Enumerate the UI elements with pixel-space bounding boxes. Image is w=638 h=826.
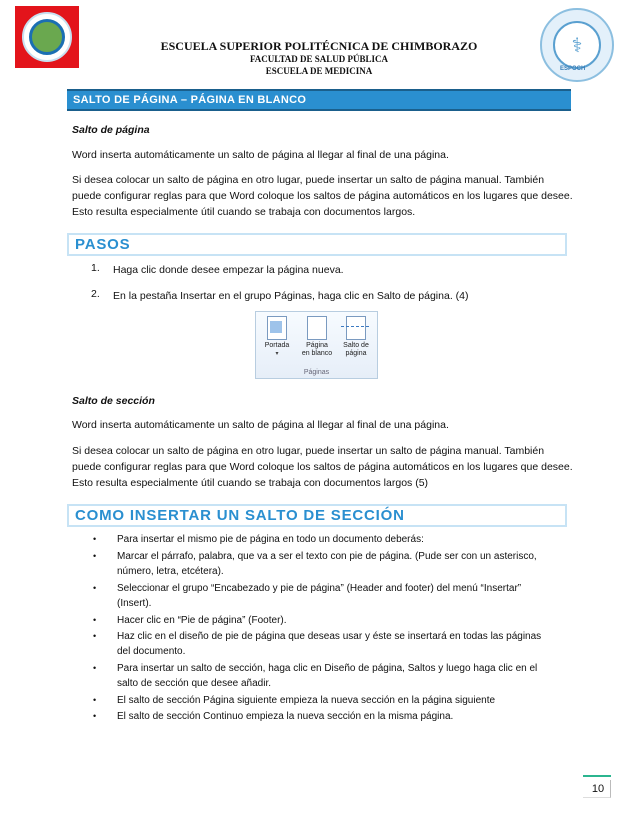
ribbon-group-label: Páginas — [303, 369, 330, 376]
paragraph-line: puede configurar reglas para que Word coloque los saltos de página automáticos en los lugares que desee. — [72, 190, 573, 202]
section-banner — [67, 89, 571, 111]
ribbon-pages-group-image — [255, 311, 378, 379]
paragraph-line: Esto resulta especialmente útil cuando se trabaja con documentos largos. — [72, 206, 416, 218]
paragraph: Word inserta automáticamente un salto de página al llegar al final de una página. — [72, 149, 449, 161]
paragraph-line: Esto resulta especialmente útil cuando se trabaja con documentos largos (5) — [72, 477, 429, 489]
bullet-icon: • — [93, 615, 97, 625]
list-item: Haz clic en el diseño de pie de página que deseas usar y éste se insertará en todas las páginas — [117, 631, 542, 642]
list-item: El salto de sección Página siguiente empieza la nueva sección en la página siguiente — [117, 695, 496, 706]
heading-pasos-text: PASOS — [75, 236, 131, 253]
subtitle-salto-pagina: Salto de página — [72, 124, 150, 136]
caduceus-icon: ⚕ — [553, 21, 601, 69]
blank-page-icon — [307, 316, 327, 340]
heading-como-insertar — [67, 504, 567, 527]
paragraph-line: Si desea colocar un salto de página en otro lugar, puede insertar un salto de página manual. También — [72, 445, 545, 457]
bullet-icon: • — [93, 631, 97, 641]
header-school-medicine: ESCUELA DE MEDICINA — [265, 66, 373, 76]
header-school: ESCUELA SUPERIOR POLITÉCNICA DE CHIMBORAZO — [160, 39, 478, 53]
banner-title: SALTO DE PÁGINA – PÁGINA EN BLANCO — [73, 94, 307, 106]
heading-como-insertar-text: COMO INSERTAR UN SALTO DE SECCIÓN — [75, 507, 405, 524]
blank-page-button: Página en blanco — [299, 316, 335, 358]
step-text: En la pestaña Insertar en el grupo Páginas, haga clic en Salto de página. (4) — [113, 290, 469, 302]
subtitle-salto-seccion: Salto de sección — [72, 395, 155, 407]
portada-button: Portada ▾ — [259, 316, 295, 358]
bullet-icon: • — [93, 711, 97, 721]
list-item-cont: del documento. — [117, 646, 186, 657]
page-number: 10 — [591, 783, 605, 795]
right-logo-label: ESPOCH — [560, 66, 586, 72]
bullet-icon: • — [93, 663, 97, 673]
paragraph-line: Si desea colocar un salto de página en otro lugar, puede insertar un salto de página manual. También — [72, 174, 545, 186]
step-text: Haga clic donde desee empezar la página nueva. — [113, 264, 344, 276]
heading-pasos — [67, 233, 567, 256]
list-item-cont: (Insert). — [117, 598, 152, 609]
list-item: Marcar el párrafo, palabra, que va a ser el texto con pie de página. (Pude ser con un asterisco, — [117, 551, 537, 562]
paragraph: Word inserta automáticamente un salto de página al llegar al final de una página. — [72, 419, 449, 431]
list-item: Hacer clic en “Pie de página” (Footer). — [117, 615, 287, 626]
paragraph-line: puede configurar reglas para que Word coloque los saltos de página automáticos en los lugares que desee. — [72, 461, 573, 473]
list-item: Seleccionar el grupo “Encabezado y pie de página” (Header and footer) del menú “Insertar” — [117, 583, 522, 594]
list-item: El salto de sección Continuo empieza la nueva sección en la misma página. — [117, 711, 454, 722]
step-number: 1. — [91, 262, 100, 274]
bullet-icon: • — [93, 583, 97, 593]
list-item-cont: salto de sección que desee añadir. — [117, 678, 271, 689]
bullet-icon: • — [93, 551, 97, 561]
page-break-icon — [346, 316, 366, 340]
step-number: 2. — [91, 288, 100, 300]
bullet-icon: • — [93, 534, 97, 544]
list-item-cont: número, letra, etcétera). — [117, 566, 224, 577]
page-number-rule — [583, 775, 611, 777]
list-item: Para insertar un salto de sección, haga clic en Diseño de página, Saltos y luego haga clic en el — [117, 663, 538, 674]
list-item: Para insertar el mismo pie de página en todo un documento deberás: — [117, 534, 424, 545]
header-faculty: FACULTAD DE SALUD PÚBLICA — [249, 54, 389, 64]
page-break-button: Salto de página — [338, 316, 374, 358]
cover-page-icon — [267, 316, 287, 340]
bullet-icon: • — [93, 695, 97, 705]
